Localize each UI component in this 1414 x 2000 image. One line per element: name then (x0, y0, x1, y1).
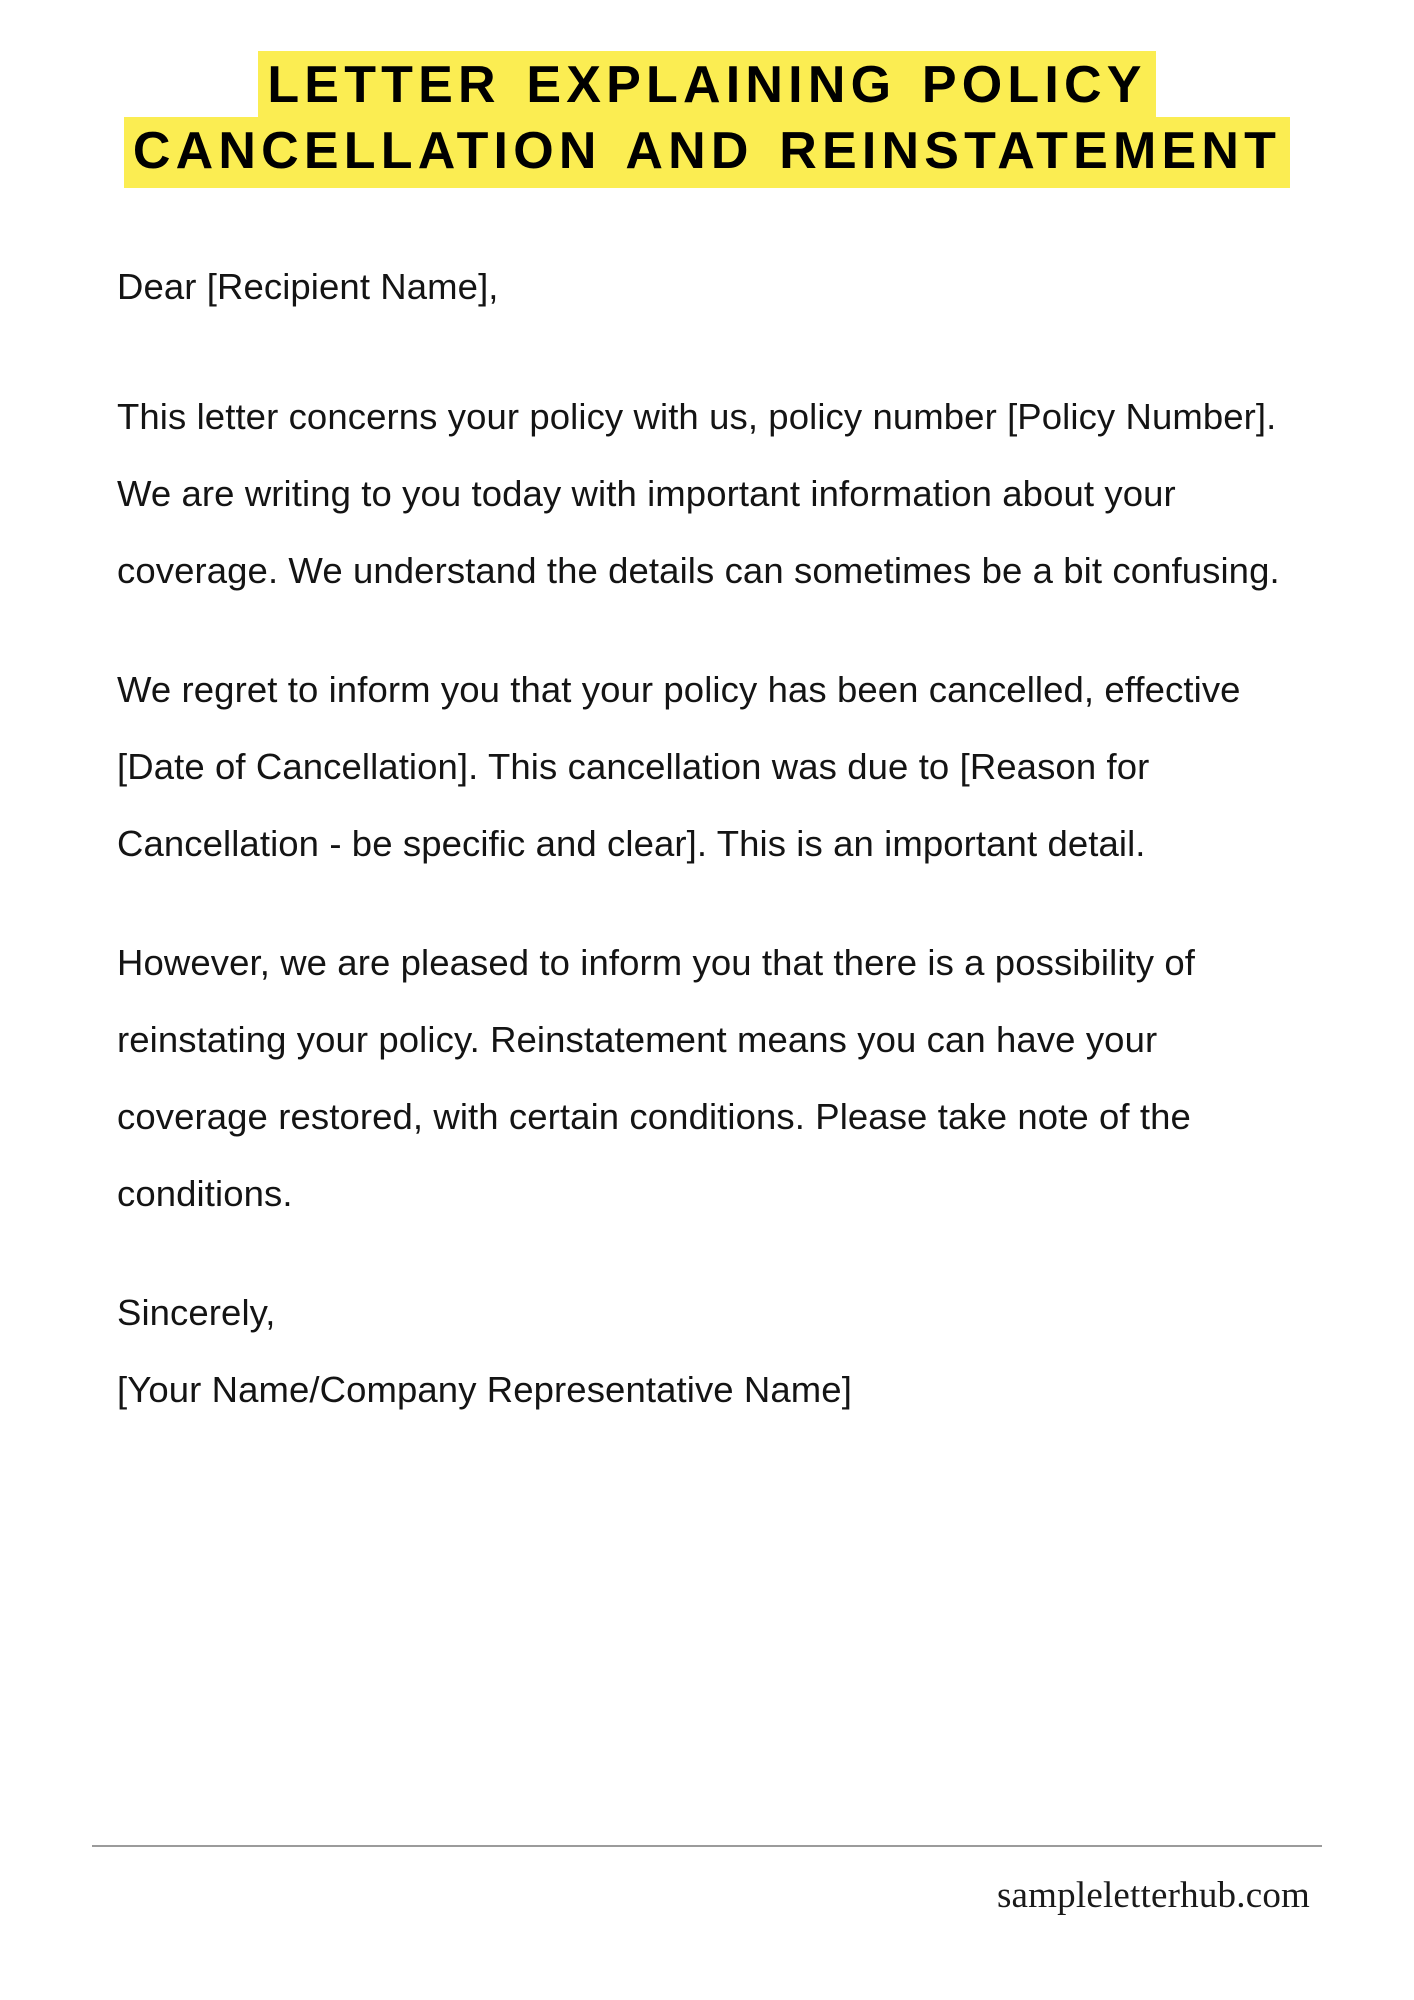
title-line-2: CANCELLATION AND REINSTATEMENT (124, 117, 1290, 188)
closing-line: Sincerely, (117, 1292, 276, 1333)
footer-site-name: sampleletterhub.com (996, 1875, 1310, 1916)
title-line-1: LETTER EXPLAINING POLICY (258, 51, 1155, 122)
paragraph-2: We regret to inform you that your policy has been cancelled, effective [Date of Cancellation]. This cancellation was due to [Reason for Cancellation - be specific and clear]. This is an important detail. (117, 669, 1241, 864)
paragraph-1: This letter concerns your policy with us, policy number [Policy Number]. We are writing to you today with important information about your coverage. We understand the details can sometimes be a bit confusing. (117, 396, 1280, 591)
footer (92, 1845, 1322, 1918)
letter-body (117, 248, 1312, 1428)
footer-divider (92, 1845, 1322, 1847)
signature-line: [Your Name/Company Representative Name] (117, 1369, 852, 1410)
page-title (18, 52, 1396, 184)
salutation: Dear [Recipient Name], (117, 266, 499, 307)
title-block (0, 52, 1414, 184)
paragraph-3: However, we are pleased to inform you that there is a possibility of reinstating your policy. Reinstatement means you can have your coverage restored, with certain conditions. Please take note of the conditions. (117, 942, 1196, 1214)
